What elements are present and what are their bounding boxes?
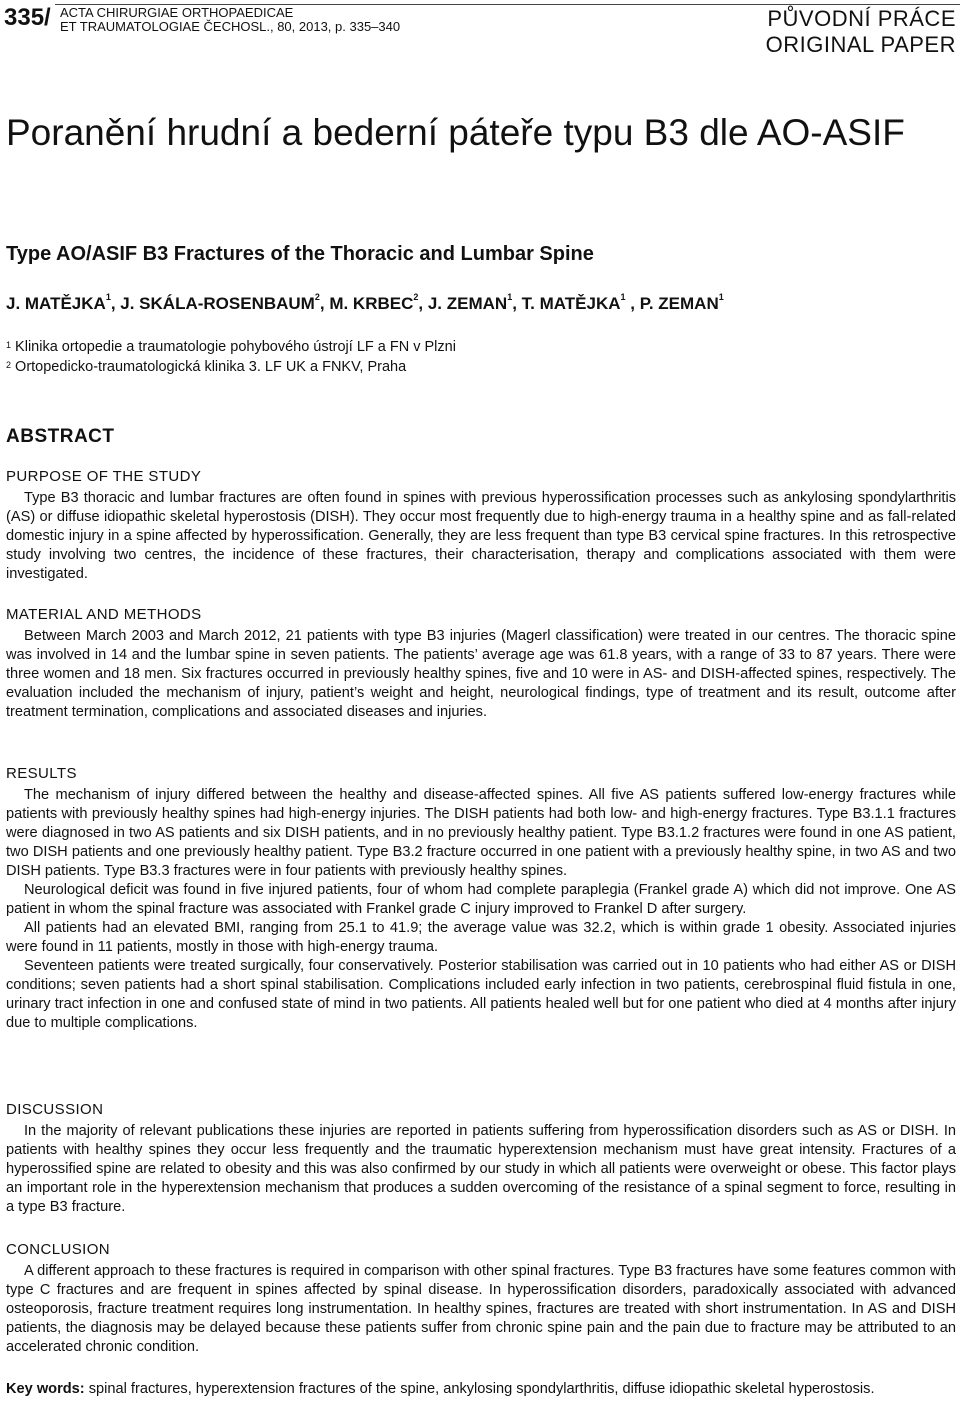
author-affil-sup: 1 [105, 292, 111, 302]
paragraph: Neurological deficit was found in five injured patients, four of whom had complete paraplegia (Frankel grade A) which did not improve. One AS patient in whom the spinal fracture was associated with Frankel grade C injury improved to Frankel D after surgery. [6, 882, 956, 917]
author-name: J. MATĚJKA [6, 294, 106, 313]
author-sep: , [418, 294, 428, 313]
affiliation-text: Klinika ortopedie a traumatologie pohybového ústrojí LF a FN v Plzni [15, 339, 456, 355]
author [640, 294, 724, 313]
author-affil-sup: 2 [314, 292, 320, 302]
paragraph: The mechanism of injury differed between the healthy and disease-affected spines. All five AS patients suffered low-energy fractures while patients with previously healthy spines had high-energy injuries. The DISH patients had both low- and high-energy fractures. Type B3.1.1 fractures were diagnosed in two AS patients and six DISH patients, and in no previously healthy patient. Type B3.1.2 fractures were found in one AS patient, two DISH patients and one previously healthy patient. Type B3.2 fracture occurred in one patient with a previously healthy spine, in two AS and two DISH patients. Type B3.3 fractures were in four patients with previously healthy spines. [6, 787, 956, 879]
author [522, 294, 640, 313]
affiliation [6, 357, 456, 377]
journal-issue: ET TRAUMATOLOGIAE ČECHOSL., 80, 2013, p. 335–340 [60, 19, 401, 34]
article-type-english: ORIGINAL PAPER [765, 32, 956, 57]
author-name: P. ZEMAN [639, 294, 719, 313]
section-results [6, 764, 956, 1033]
affiliation-text: Ortopedicko-traumatologická klinika 3. LF UK a FNKV, Praha [15, 359, 407, 375]
author-affil-sup: 1 [507, 292, 513, 302]
author-name: T. MATĚJKA [521, 294, 621, 313]
section-heading: RESULTS [6, 765, 77, 782]
paragraph: In the majority of relevant publications these injuries are reported in patients suffering from hyperossification disorders such as AS or DISH. In patients with healthy spines they occur less frequently and the traumatic hyperextension mechanism must have great intensity. Fractures of a hyperossified spine are related to obesity and this was also confirmed by our study in which all patients were overweight or obese. This factor plays an important role in the hyperextension mechanism that produces a sudden overcoming of the resistance of a spinal segment to force, resulting in a type B3 fracture. [6, 1123, 956, 1215]
author-name: J. ZEMAN [427, 294, 508, 313]
paragraph: All patients had an elevated BMI, ranging from 25.1 to 41.9; the average value was 32.2, which is within grade 1 obesity. Associated injuries were found in 11 patients, mostly in those with high-energy trauma. [6, 920, 956, 955]
section-heading: MATERIAL AND METHODS [6, 606, 202, 623]
keywords-text: spinal fractures, hyperextension fractures of the spine, ankylosing spondylarthritis, diffuse idiopathic skeletal hyperostosis. [88, 1381, 875, 1397]
journal-name: ACTA CHIRURGIAE ORTHOPAEDICAE [60, 5, 294, 20]
affiliation-sup: 1 [6, 340, 12, 350]
paragraph: Type B3 thoracic and lumbar fractures are often found in spines with previous hyperossification processes such as ankylosing spondylarthritis (AS) or diffuse idiopathic skeletal hyperostosis (DISH). They occur most frequently due to high-energy trauma in a healthy spine and as fall-related domestic injury in a spine affected by hyperossification. Generally, they are less frequent than type B3 cervical spine fractures. In this retrospective study involving two centres, the incidence of these fractures, their characterisation, therapy and complications associated with them were investigated. [6, 490, 956, 582]
author-name: M. KRBEC [329, 294, 414, 313]
paragraph: Between March 2003 and March 2012, 21 patients with type B3 injuries (Magerl classification) were treated in our centres. The thoracic spine was involved in 14 and the lumbar spine in seven patients. The patients’ average age was 61.8 years, with a range of 33 to 87 years. There were three women and 18 men. Six fractures occurred in previously healthy spines, five and 10 were in AS- and DISH-affected spines, respectively. The evaluation included the mechanism of injury, patient’s weight and height, neurological findings, type of treatment and its result, outcome after treatment termination, complications and associated diseases and injuries. [6, 628, 956, 720]
section-discussion [6, 1100, 956, 1217]
author-sep: , [625, 294, 640, 313]
paper-subtitle: Type AO/ASIF B3 Fractures of the Thoracic and Lumbar Spine [6, 243, 594, 265]
abstract-heading: ABSTRACT [6, 426, 115, 447]
keywords-label: Key words: [6, 1381, 85, 1397]
affiliation-sup: 2 [6, 360, 12, 370]
article-type [766, 6, 956, 58]
author-affil-sup: 1 [718, 292, 724, 302]
author [428, 294, 522, 313]
author-sep: , [512, 294, 522, 313]
author-name: J. SKÁLA-ROSENBAUM [120, 294, 315, 313]
paper-title: Poranění hrudní a bederní páteře typu B3 dle AO-ASIF [6, 112, 905, 153]
section-heading: PURPOSE OF THE STUDY [6, 468, 202, 485]
paragraph: Seventeen patients were treated surgically, four conservatively. Posterior stabilisation was carried out in 10 patients who had either AS or DISH conditions; seven patients had a short spinal stabilisation. Complications included early infection in two patients, cerebrospinal fluid fistula in one, urinary tract infection in one and confused state of mind in two patients. All patients healed well but for one patient who died at 4 months after injury due to multiple complications. [6, 958, 956, 1031]
author [120, 294, 329, 313]
page-number: 335/ [4, 4, 51, 31]
author-affil-sup: 1 [620, 292, 626, 302]
article-type-czech: PŮVODNÍ PRÁCE [767, 6, 956, 31]
paragraph: A different approach to these fractures is required in comparison with other spinal fractures. Type B3 fractures have some features common with type C fractures and are frequent in spines affected by spinal disease. In hyperossification disorders, paradoxically associated with advanced osteoporosis, fracture treatment requires long instrumentation. In healthy spines, fractures are treated with short instrumentation. In AS and DISH patients, the diagnosis may be delayed because these patients suffer from chronic spine pain and the pain due to fracture may be attributed to an accelerated chronic condition. [6, 1263, 956, 1355]
author-sep: , [319, 294, 330, 313]
keywords [6, 1380, 956, 1399]
author-affil-sup: 2 [413, 292, 419, 302]
author-sep: , [110, 294, 121, 313]
section-heading: DISCUSSION [6, 1101, 104, 1118]
author [329, 294, 428, 313]
author [6, 294, 120, 313]
author-list [6, 294, 724, 314]
journal-citation [60, 6, 400, 34]
affiliations [6, 337, 456, 377]
section-conclusion [6, 1240, 956, 1357]
affiliation [6, 337, 456, 357]
section-purpose [6, 467, 956, 584]
section-methods [6, 605, 956, 722]
section-heading: CONCLUSION [6, 1241, 111, 1258]
